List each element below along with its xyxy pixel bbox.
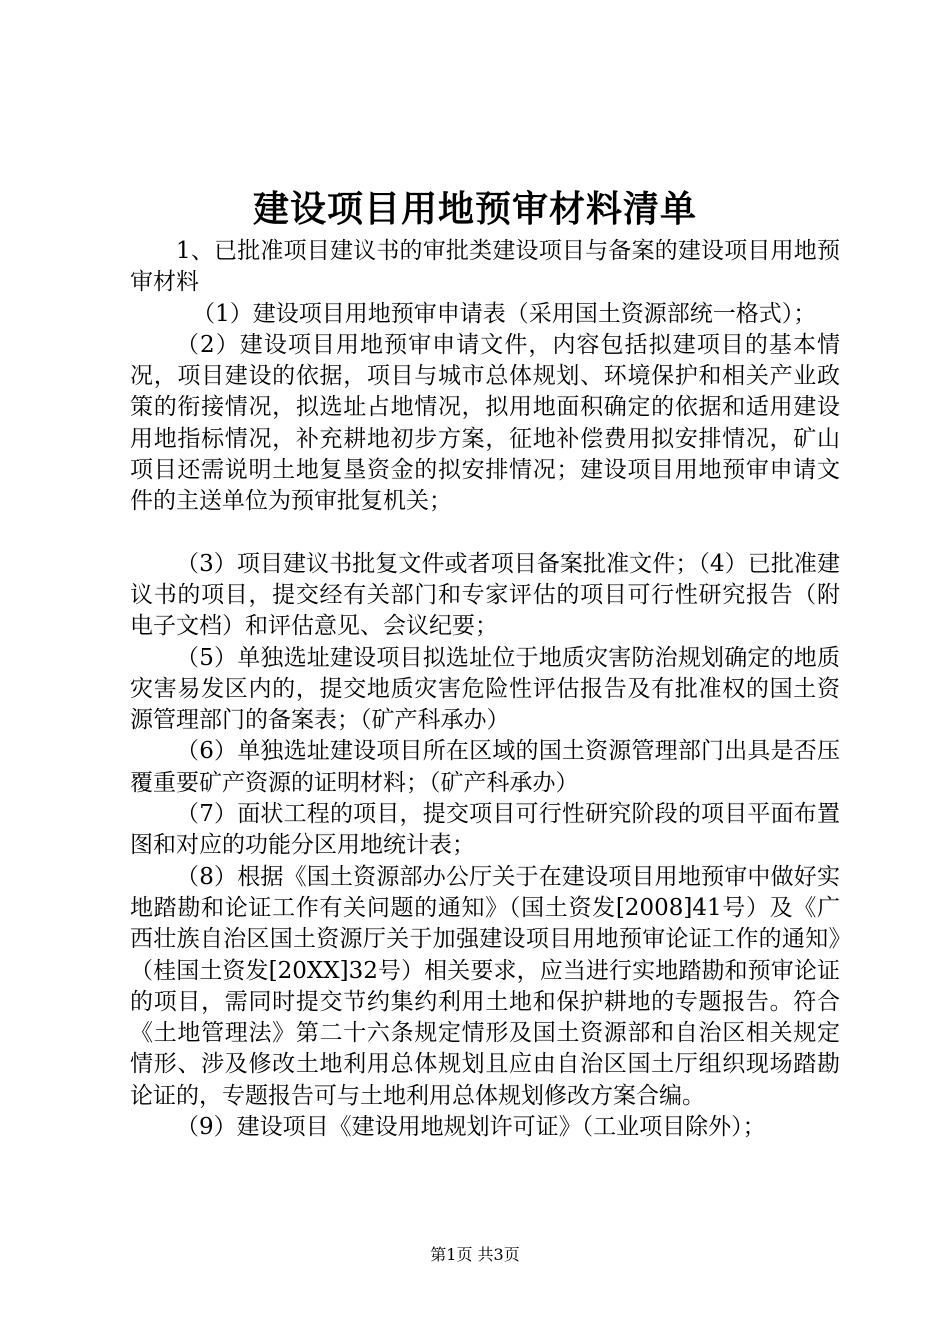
paragraph-9: （9）建设项目《建设用地规划许可证》（工业项目除外）；: [176, 1114, 766, 1141]
page-title: 建设项目用地预审材料清单: [252, 188, 697, 230]
document-body: [130, 236, 840, 1143]
paragraph-1: 1、已批准项目建议书的审批类建设项目与备案的建设项目用地预审材料: [130, 238, 840, 296]
paragraph-5: （5）单独选址建设项目拟选址位于地质灾害防治规划确定的地质灾害易发区内的，提交地质灾害危险性评估报告及有批准权的国土资源管理部门的备案表；（矿产科承办）: [130, 644, 840, 734]
paragraph-4: （3）项目建议书批复文件或者项目备案批准文件；（4）已批准建议书的项目，提交经有关部门和专家评估的项目可行性研究报告（附电子文档）和评估意见、会议纪要；: [130, 550, 840, 640]
paragraph-3: （2）建设项目用地预审申请文件，内容包括拟建项目的基本情况，项目建设的依据，项目与城市总体规划、环境保护和相关产业政策的衔接情况，拟选址占地情况，拟用地面积确定的依据和适用建设用地指标情况，补充耕地初步方案，征地补偿费用拟安排情况，矿山项目还需说明土地复垦资金的拟安排情况；建设项目用地预审申请文件的主送单位为预审批复机关；: [130, 331, 840, 515]
paragraph-7: （7）面状工程的项目，提交项目可行性研究阶段的项目平面布置图和对应的功能分区用地统计表；: [130, 801, 840, 859]
paragraph-8: （8）根据《国土资源部办公厅关于在建设项目用地预审中做好实地踏勘和论证工作有关问题的通知》（国土资发[2008]41号）及《广西壮族自治区国土资源厅关于加强建设项目用地预审论证工作的通知》（桂国土资发[20XX]32号）相关要求，应当进行实地踏勘和预审论证的项目，需同时提交节约集约利用土地和保护耕地的专题报告。符合《土地管理法》第二十六条规定情形及国土资源部和自治区相关规定情形、涉及修改土地利用总体规划且应由自治区国土厅组织现场踏勘论证的，专题报告可与土地利用总体规划修改方案合编。: [130, 863, 840, 1109]
paragraph-6: （6）单独选址建设项目所在区域的国土资源管理部门出具是否压覆重要矿产资源的证明材料；（矿产科承办）: [130, 738, 840, 796]
page-footer: 第1页 共3页: [430, 1245, 520, 1264]
paragraph-2: （1）建设项目用地预审申请表（采用国土资源部统一格式）；: [192, 300, 817, 327]
